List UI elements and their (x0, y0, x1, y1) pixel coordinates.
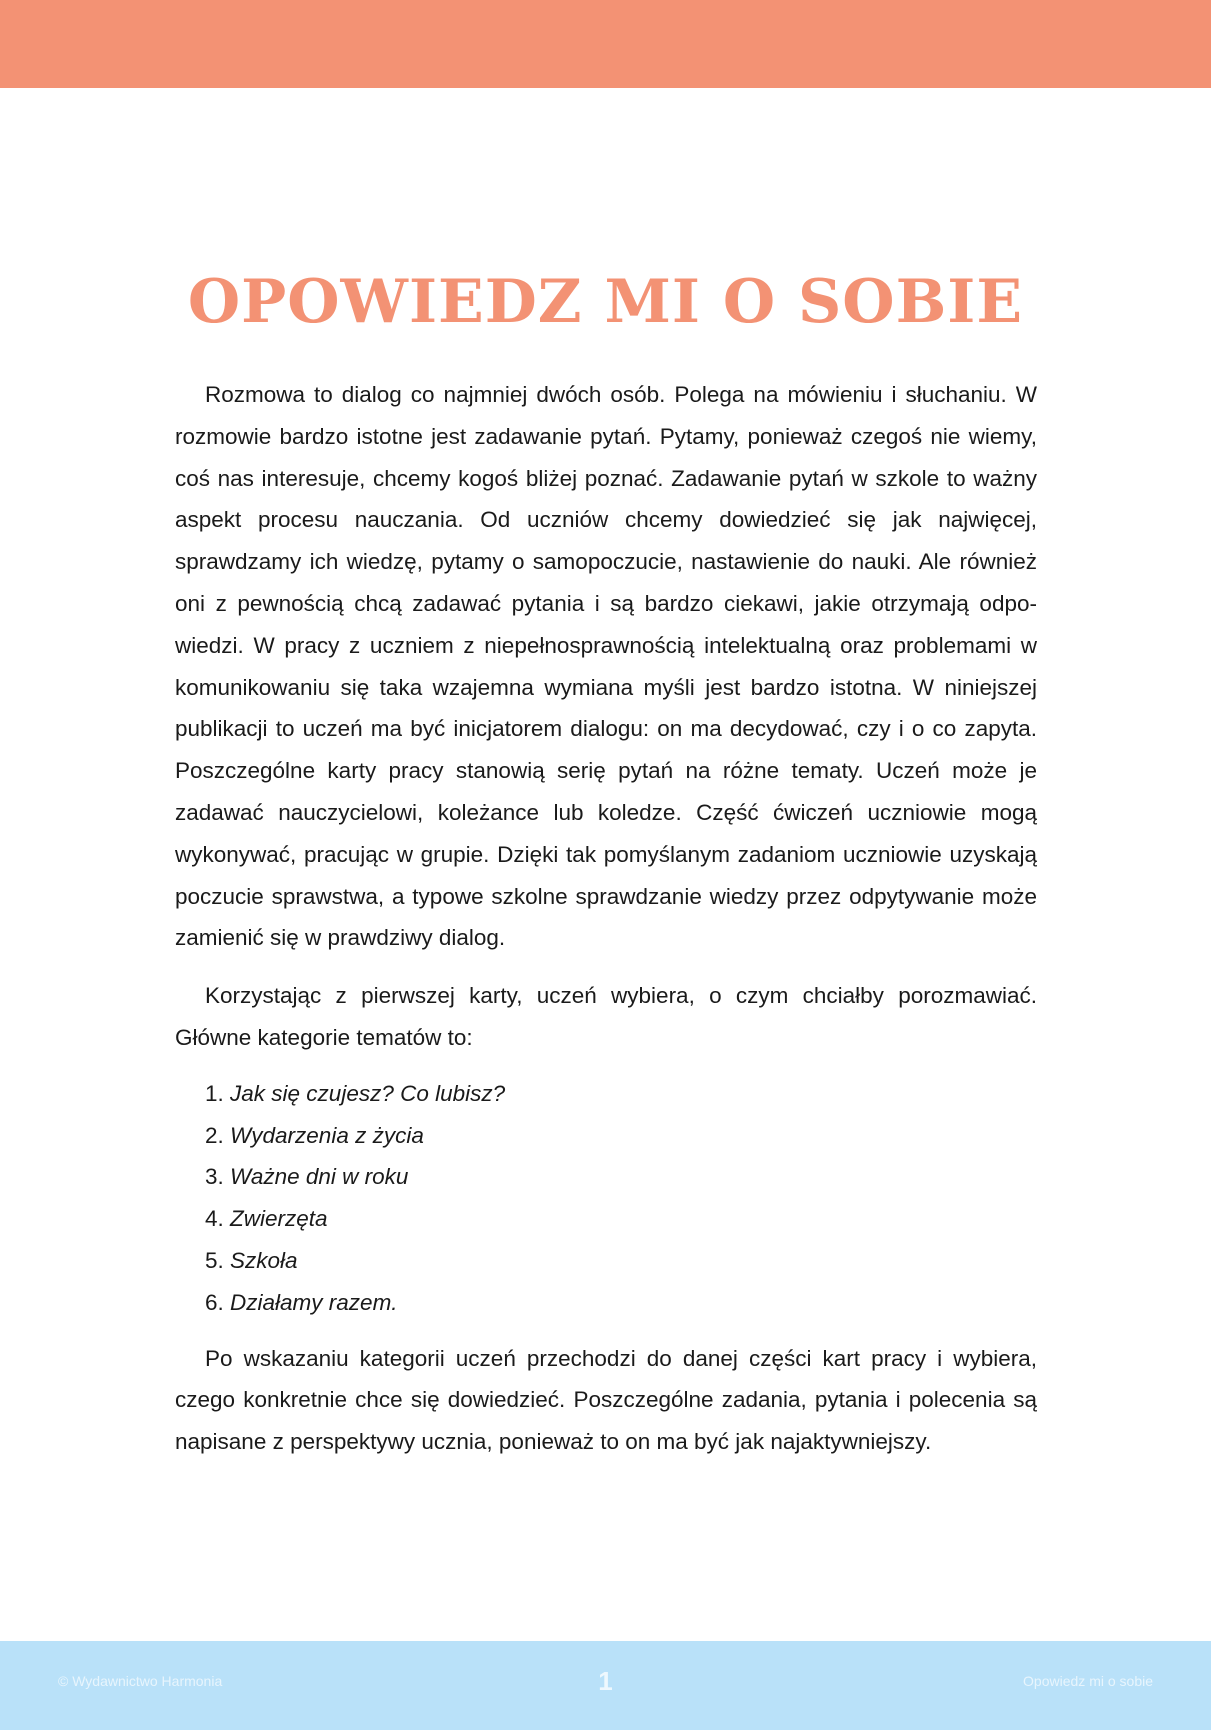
list-item-label: Zwierzęta (230, 1206, 328, 1232)
list-item-label: Wydarzenia z życia (230, 1122, 424, 1148)
list-item-label: Jak się czujesz? Co lubisz? (230, 1080, 506, 1106)
list-item (205, 1282, 1037, 1324)
document-body (175, 374, 1037, 1463)
list-item-number: 2. (205, 1122, 224, 1148)
list-item (205, 1198, 1037, 1240)
list-item-number: 3. (205, 1164, 224, 1190)
header-band (0, 0, 1211, 88)
closing-paragraph: Po wskazaniu kategorii uczeń przechodzi do danej części kart pracy i wybiera, czego konkretnie chce się dowiedzieć. Poszczególne zadania, pytania i polecenia są napisane z perspektywy ucznia, ponieważ to on ma być jak najaktywniejszy. (175, 1345, 1037, 1455)
footer-publisher: © Wydawnictwo Harmonia (58, 1673, 223, 1689)
list-item-label: Ważne dni w roku (230, 1164, 409, 1190)
footer-running-title: Opowiedz mi o sobie (1023, 1673, 1153, 1689)
list-item-number: 6. (205, 1289, 224, 1315)
page-number: 1 (598, 1666, 613, 1696)
list-item-number: 5. (205, 1247, 224, 1273)
categories-intro-paragraph: Korzystając z pierwszej karty, uczeń wybiera, o czym chciałby porozmawiać. Główne kategorie tematów to: (175, 983, 1037, 1050)
intro-paragraph: Rozmowa to dialog co najmniej dwóch osób. Polega na mówieniu i słuchaniu. W rozmowie bardzo istotne jest zadawanie pytań. Pytamy, ponieważ czegoś nie wiemy, coś nas interesuje, chcemy kogoś bliżej poznać. Zadawanie pytań w szkole to ważny aspekt procesu nauczania. Od uczniów chcemy dowiedzieć się jak najwięcej, sprawdzamy ich wiedzę, pytamy o samopoczucie, nastawienie do nauki. Ale również oni z pewnością chcą zadawać pytania i są bardzo ciekawi, jakie otrzymają odpowiedzi. W pracy z uczniem z niepełnosprawnością intelektualną oraz problemami w komunikowaniu się taka wzajemna wymiana myśli jest bardzo istotna. W niniejszej publikacji to uczeń ma być inicjatorem dialogu: on ma decydować, czy i o co zapyta. Poszczególne karty pracy stanowią serię pytań na różne tematy. Uczeń może je zadawać nauczycielowi, koleżance lub koledze. Część ćwiczeń uczniowie mogą wykonywać, pracując w grupie. Dzięki tak pomyślanym zadaniom uczniowie uzyskają poczucie sprawstwa, a typowe szkolne sprawdzanie wiedzy przez odpytywanie może zamienić się w prawdziwy dialog. (175, 382, 1037, 951)
list-item-number: 4. (205, 1206, 224, 1232)
list-item-label: Szkoła (230, 1247, 298, 1273)
list-item (205, 1115, 1037, 1157)
list-item (205, 1240, 1037, 1282)
list-item-label: Działamy razem. (230, 1289, 398, 1315)
list-item (205, 1156, 1037, 1198)
categories-list (175, 1073, 1037, 1324)
page-title: OPOWIEDZ MI O SOBIE (187, 267, 1024, 337)
list-item-number: 1. (205, 1080, 224, 1106)
list-item (205, 1073, 1037, 1115)
